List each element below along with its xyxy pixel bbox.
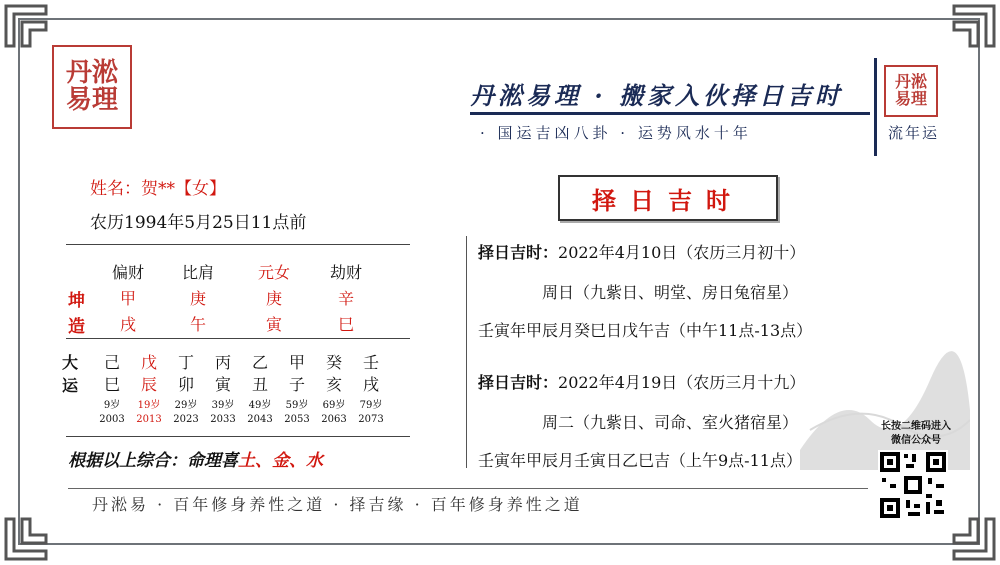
dayun-age: 49岁	[248, 400, 272, 411]
dayun-year: 2073	[358, 414, 384, 425]
header-subtitle-right: 流年运	[888, 124, 940, 142]
dayun-branch: 寅	[214, 375, 231, 394]
dayun-branch: 丑	[251, 375, 268, 394]
bazi-stem: 甲	[119, 289, 136, 308]
brand-seal-large: 丹淞 易理	[52, 45, 132, 129]
panel-divider	[466, 236, 467, 468]
bazi-side-label: 坤	[68, 291, 85, 311]
dayun-branch: 戌	[362, 375, 379, 394]
date-entry-2-heading	[478, 370, 805, 393]
bazi-stem: 庚	[265, 289, 282, 308]
dayun-year: 2033	[210, 414, 236, 425]
dayun-stem: 乙	[251, 353, 268, 372]
bazi-branches-row	[98, 312, 398, 334]
dayun-year: 2003	[99, 414, 125, 425]
dayun-label-char: 运	[62, 376, 79, 395]
person-name: 姓名：贺**【女】	[90, 179, 226, 199]
bazi-branch: 戌	[119, 315, 136, 334]
bazi-side-label: 造	[68, 317, 85, 337]
dayun-age: 69岁	[322, 400, 346, 411]
mountain-mist-icon	[800, 330, 970, 470]
bazi-labels-row	[98, 260, 398, 282]
date-entry-date: 2022年4月19日（农历三月十九）	[558, 373, 806, 392]
bazi-branch: 寅	[265, 315, 282, 334]
dayun-age: 19岁	[137, 400, 161, 411]
dayun-age: 29岁	[174, 400, 198, 411]
summary-items: 土、金、水	[238, 451, 323, 471]
dayun-branch: 卯	[177, 375, 194, 394]
dayun-branch: 亥	[325, 375, 342, 394]
dayun-stem: 戊	[140, 353, 157, 372]
dayun-label	[62, 350, 82, 396]
page-title: 丹淞易理 · 搬家入伙择日吉时	[470, 81, 844, 110]
bazi-stem: 辛	[337, 289, 354, 308]
summary-prefix: 根据以上综合：命理喜	[68, 451, 238, 471]
divider	[66, 244, 410, 245]
corner-ornament-icon	[936, 0, 1000, 64]
bazi-branch: 午	[189, 315, 206, 334]
brand-seal-small: 丹淞 易理	[884, 65, 938, 117]
dayun-stem: 丙	[214, 353, 231, 372]
divider	[66, 338, 410, 339]
section-title-box: 择日吉时	[558, 175, 778, 221]
dayun-age: 59岁	[285, 400, 309, 411]
header-divider	[470, 112, 870, 115]
dayun-age: 9岁	[103, 400, 121, 411]
dayun-label-char: 大	[62, 353, 79, 372]
summary	[68, 446, 323, 471]
bazi-label: 比肩	[181, 263, 214, 282]
date-entry-date: 2022年4月10日（农历三月初十）	[558, 243, 806, 262]
footer-slogan: 丹淞易 · 百年修身养性之道 · 择吉缘 · 百年修身养性之道	[92, 495, 583, 514]
qr-code-icon[interactable]	[878, 450, 948, 520]
dayun-stem: 壬	[362, 353, 379, 372]
date-entry-label: 择日吉时：	[478, 373, 559, 392]
divider	[66, 436, 410, 437]
date-entry-1-heading	[478, 240, 805, 263]
dayun-branch: 子	[288, 375, 305, 394]
birth-date: 农历1994年5月25日11点前	[90, 213, 307, 233]
date-entry-label: 择日吉时：	[478, 243, 559, 262]
dayun-branch: 巳	[103, 375, 120, 394]
date-entry-1-ganzhi: 壬寅年甲辰月癸巳日戊午吉（中午11点-13点）	[478, 321, 813, 340]
bazi-label: 元女	[257, 263, 290, 282]
date-entry-2-day: 周二（九紫日、司命、室火猪宿星）	[542, 413, 799, 432]
bazi-stem: 庚	[189, 289, 206, 308]
dayun-age: 79岁	[359, 400, 383, 411]
dayun-year: 2023	[173, 414, 199, 425]
dayun-table	[94, 350, 404, 430]
footer-divider	[68, 488, 868, 489]
dayun-branch: 辰	[140, 375, 157, 394]
bazi-label: 劫财	[329, 263, 362, 282]
corner-ornament-icon	[0, 501, 64, 565]
bazi-label: 偏财	[111, 263, 144, 282]
date-entry-2-ganzhi: 壬寅年甲辰月壬寅日乙巳吉（上午9点-11点）	[478, 451, 802, 470]
dayun-year: 2043	[247, 414, 273, 425]
dayun-stem: 甲	[288, 353, 305, 372]
header-subtitle: · 国运吉凶八卦 · 运势风水十年	[480, 124, 752, 142]
bazi-stems-row	[98, 286, 398, 308]
header-vertical-divider	[874, 58, 877, 156]
date-entry-1-day: 周日（九紫日、明堂、房日兔宿星）	[542, 283, 799, 302]
bazi-branch: 巳	[337, 315, 354, 334]
dayun-stem: 丁	[177, 353, 194, 372]
dayun-age: 39岁	[211, 400, 235, 411]
dayun-year: 2053	[284, 414, 310, 425]
dayun-year: 2063	[321, 414, 347, 425]
qr-caption: 长按二维码进入 微信公众号	[881, 421, 951, 446]
dayun-stem: 癸	[325, 353, 342, 372]
dayun-year: 2013	[136, 414, 162, 425]
dayun-stem: 己	[103, 353, 120, 372]
